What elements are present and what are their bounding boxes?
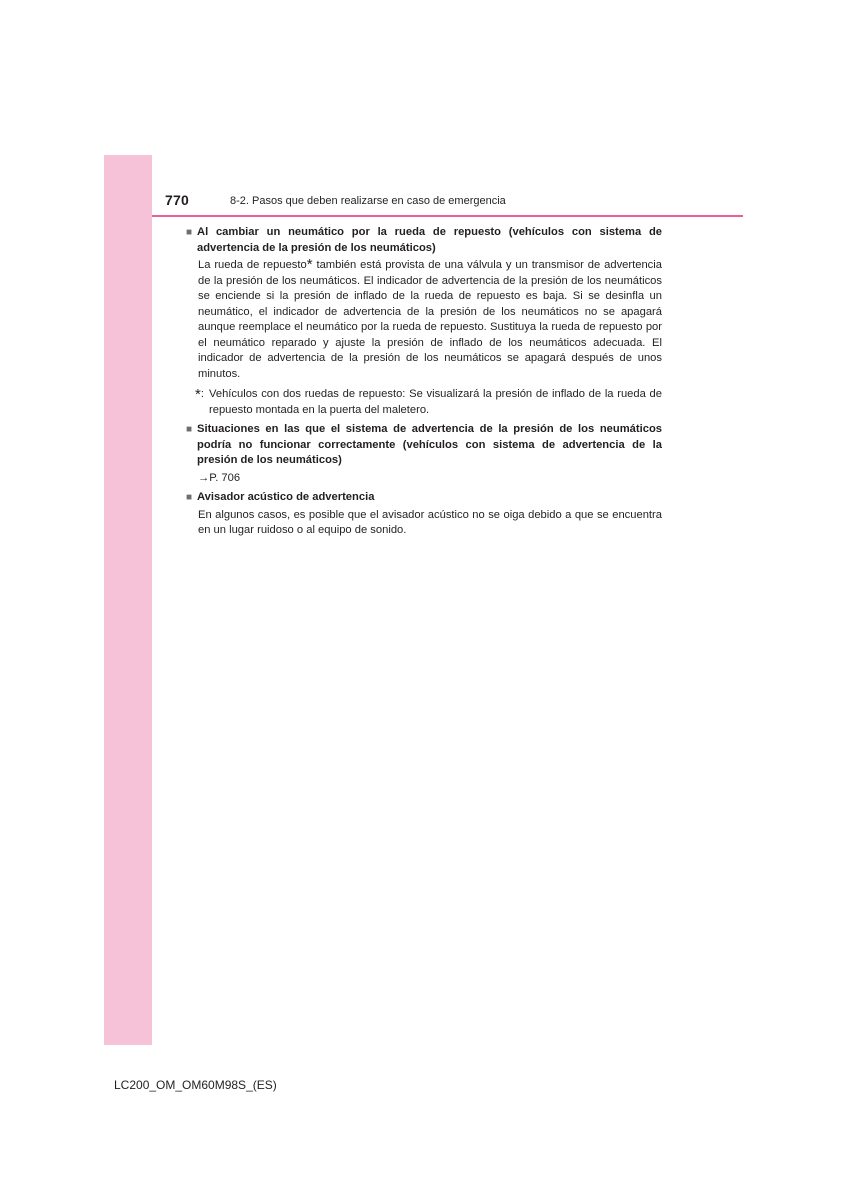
arrow-icon: → [198, 471, 210, 484]
body-text-rest: también está provista de una válvula y un transmisor de advertencia de la presión de los neumáticos. El indicador de advertencia de la presión de los neumáticos se enciende si la presión de inflado de la rueda de repuesto es baja. Si se desinfla un neumático, el indicador de advertencia de la presión de los neumáticos no se apagará aunque reemplace el neumático por la rueda de repuesto. Sustituya la rueda de repuesto por el neumático reparado y ajuste la presión de inflado de los neumáticos adecuada. El indicador de advertencia de la presión de los neumáticos se apagará después de unos minutos. [198, 259, 662, 380]
heading-text: Situaciones en las que el sistema de advertencia de la presión de los neumáticos podría no funcionar correctamente (vehículos con sistema de advertencia de la presión de los neumáticos) [197, 423, 662, 466]
footnote: *: Vehículos con dos ruedas de repuesto: Se visualizará la presión de inflado de la rueda de repuesto montada en la puerta del maletero. [195, 387, 662, 418]
page-reference-link[interactable] [198, 471, 662, 487]
heading-text: Al cambiar un neumático por la rueda de repuesto (vehículos con sistema de advertencia de la presión de los neumáticos) [197, 226, 662, 254]
square-bullet-icon: ■ [186, 227, 193, 238]
page-content [186, 225, 662, 543]
page-number: 770 [165, 192, 189, 208]
section-body [198, 258, 662, 382]
section-heading [186, 422, 662, 469]
section-spare-tire-change [186, 225, 662, 418]
heading-text: Avisador acústico de advertencia [197, 491, 375, 503]
section-tpms-malfunction [186, 422, 662, 486]
section-heading [186, 225, 662, 256]
chapter-title: 8-2. Pasos que deben realizarse en caso de emergencia [230, 195, 506, 207]
footnote-asterisk: * [195, 386, 201, 403]
section-heading [186, 490, 662, 506]
header-rule [152, 215, 743, 217]
square-bullet-icon: ■ [186, 492, 193, 503]
document-code: LC200_OM_OM60M98S_(ES) [114, 1078, 277, 1092]
footnote-text: Vehículos con dos ruedas de repuesto: Se visualizará la presión de inflado de la rueda de repuesto montada en la puerta del maletero. [209, 388, 662, 416]
section-body: En algunos casos, es posible que el avisador acústico no se oiga debido a que se encuentra en un lugar ruidoso o al equipo de sonido. [198, 508, 662, 536]
page-reference-text: P. 706 [209, 471, 241, 484]
body-text-start: La rueda de repuesto [198, 259, 307, 271]
chapter-side-band [104, 155, 152, 1045]
footnote-marker: * [306, 256, 313, 273]
section-warning-buzzer [186, 490, 662, 539]
square-bullet-icon: ■ [186, 424, 193, 435]
